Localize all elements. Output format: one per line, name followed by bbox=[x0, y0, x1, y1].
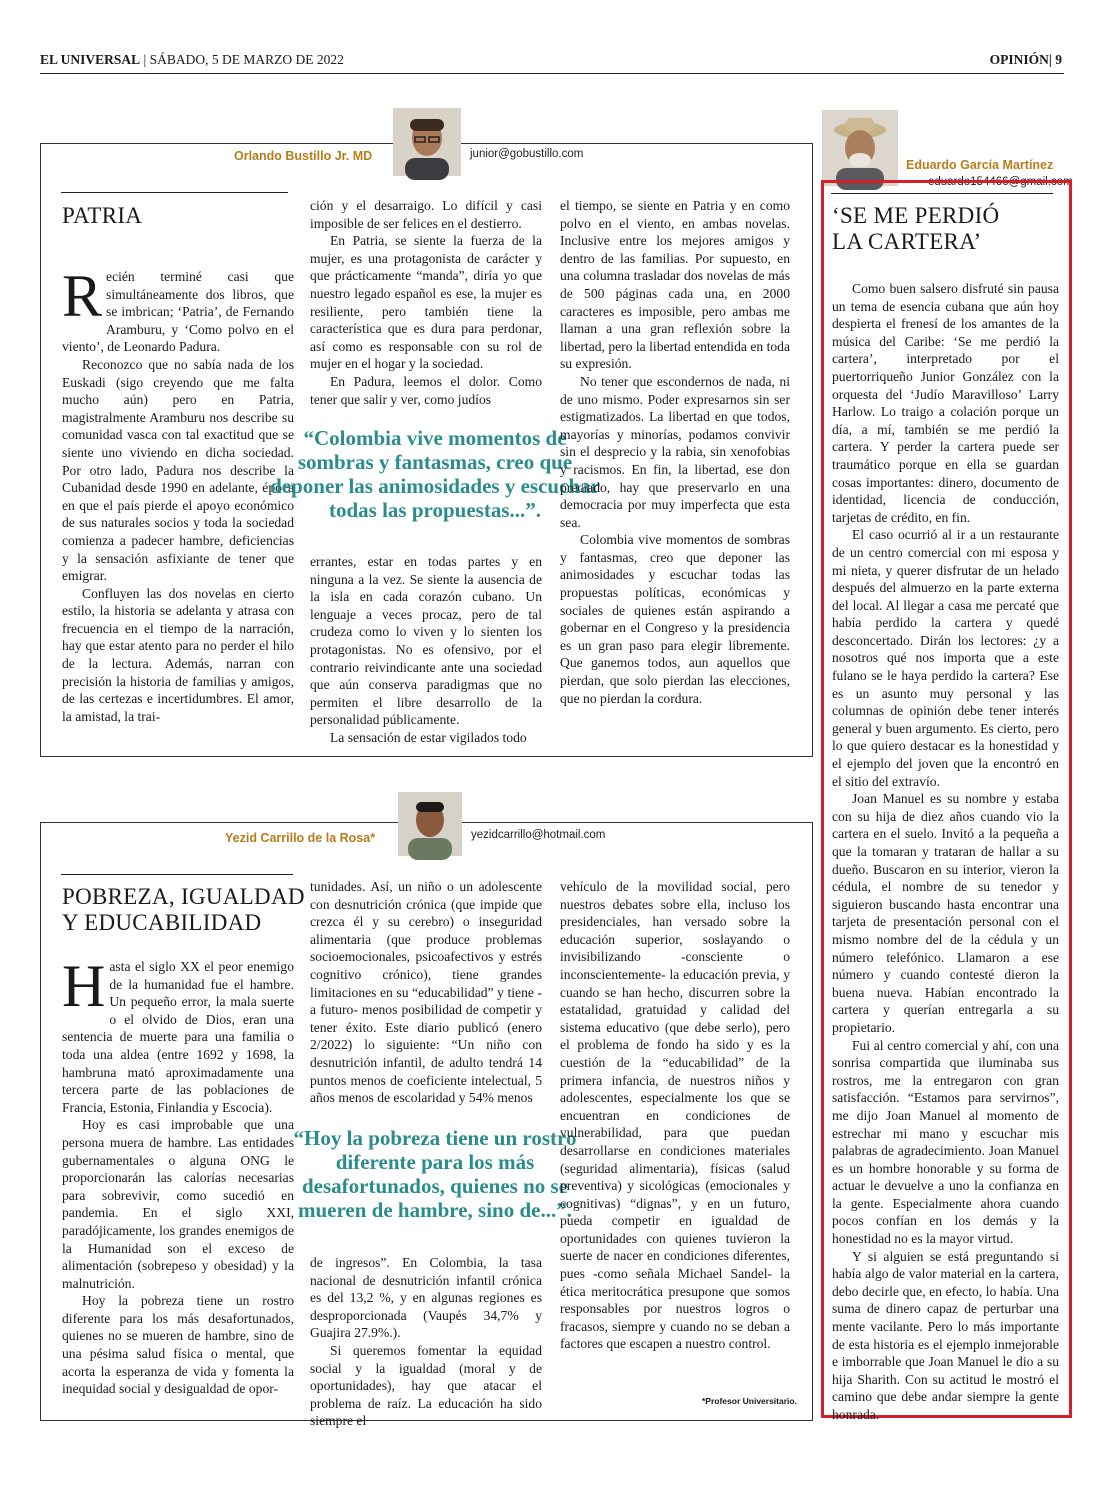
author-email: junior@gobustillo.com bbox=[470, 148, 584, 160]
article-body bbox=[832, 280, 1059, 1422]
paragraph: La sensación de estar vigilados todo bbox=[330, 729, 527, 745]
author-name: Yezid Carrillo de la Rosa* bbox=[225, 831, 376, 845]
article-title bbox=[832, 203, 999, 255]
author-photo-carrillo bbox=[398, 792, 462, 856]
section-name: OPINIÓN bbox=[989, 52, 1049, 67]
author-email: yezidcarrillo@hotmail.com bbox=[471, 829, 606, 841]
article-column-1 bbox=[62, 953, 294, 1410]
article-title bbox=[62, 884, 305, 936]
paragraph: Hasta el siglo XX el peor enemigo de la humanidad fue el hambre. Un pequeño error, la mala suerte o el olvido de Dios, eran una sentencia de muerte para una familia o toda una aldea (entre 1692 y 1698, la hambruna mató aproximadamente una tercera parte de las poblaciones de Francia, Estonia, Finlandia y Escocia). bbox=[62, 953, 294, 1115]
author-footnote: *Profesor Universitario. bbox=[702, 1396, 797, 1406]
paragraph: Reconozco que no sabía nada de los Euskadi (sigo creyendo que me falta mucho aún) pero en Patria, magistralmente Aramburu nos describe su comunidad vasca con tal exactitud que se siente uno viviendo en dicha sociedad. Por otro lado, Padura nos describe la Cubanidad desde 1990 en adelante, época en que el país pierde el apoyo económico de sus naturales socios y toda la sociedad comienza a padecer hambre, deficiencias y la sensación asfixiante de tener que emigrar. bbox=[62, 356, 294, 584]
article-column-2-bottom bbox=[310, 553, 542, 747]
paragraph: vehículo de la movilidad social, pero nuestros debates sobre ella, incluso los presidenciales, han versado sobre la educación superior, soslayando o invisibilizando -consciente o inconscientemente- la educación previa, y cuando se han hecho, discurren sobre la estatalidad, gratuidad y calidad del sistema educativo (que debe serlo), pero el problema de fondo ha sido y es la cuestión de la “educabilidad” de la primera infancia, de nuestros niños y adolescentes, especialmente los que se encuentran en condiciones de vulnerabilidad, para que puedan desarrollarse en condiciones materiales (seguridad alimentaria), físicas (salud preventiva) y sicológicas (emocionales y cognitivas) “dignas”, y en un futuro, pueda competir en igualdad de oportunidades con quienes tuvieron la suerte de nacer en condiciones diferentes, pues -como señala Michael Sandel- la ética meritocrática presupone que somos responsables por nuestros logros o fracasos, siempre y cuando no se deban a factores que escapen a nuestro control. bbox=[560, 879, 790, 1352]
title-line: Y EDUCABILIDAD bbox=[62, 910, 262, 935]
paragraph: Confluyen las dos novelas en cierto estilo, la historia se adelanta y atrasa con frecuencia en el tiempo de la narración, hay que estar atento para no perder el hilo de la lectura. Además, narran con precisión la historia de familias y amigos, de las certezas e incertidumbres. El amor, la amistad, la trai- bbox=[62, 585, 294, 724]
paragraph: Como buen salsero disfruté sin pausa un tema de esencia cubana que aún hoy despierta el frenesí de los amantes de la música del Caribe: ‘Se me perdió la cartera’, interpretado por el puertorriqueño Junior González con la orquesta del ‘Judío Maravilloso’ Larry Harlow. Lo traigo a colación porque un día, a mí, también se me perdió la cartera. Y perder la cartera puede ser traumático porque en ella se guardan cosas importantes: dinero, documento de identidad, licencia de conducción, tarjetas de crédito, en fin. bbox=[832, 281, 1059, 525]
paragraph: En Patria, se siente la fuerza de la mujer, es una protagonista de carácter y que prácticamente “manda”, diría yo que nuestro legado español es ese, la mujer es resiliente, pero también tiene la característica que es dura para perdonar, así como es responsable con su rol de mujer en el hogar y la sociedad. bbox=[310, 233, 542, 372]
paragraph: En Padura, leemos el dolor. Como tener que salir y ver, como judíos bbox=[310, 373, 542, 407]
paragraph: Colombia vive momentos de sombras y fantasmas, creo que deponer las animosidades y escuchar todas las propuestas políticas, económicas y sociales de quienes están aspirando a gobernar en el Congreso y la presidencia es un gran paso para elegir libremente. Que ganemos todos, aun aquellos que pierdan, que solo pierdan las elecciones, que no pierdan la cordura. bbox=[560, 532, 790, 706]
paragraph: El caso ocurrió al ir a un restaurante de un centro comercial con mi esposa y mi nieta, y querer disfrutar de un helado después del almuerzo en la parte externa del local. Al llegar a casa me percaté que había perdido la cartera y quedé desconcertado. Dirán los lectores: ¿y a nosotros qué nos importa que a este fulano se le haya perdido la cartera? Ese es un asunto muy personal y las columnas de opinión debe tener interés general y buen argumento. Es cierto, pero lo que quiero destacar es la honestidad y el ejemplo del joven que la encontró en el sitio del extravío. bbox=[832, 527, 1059, 789]
title-line: LA CARTERA’ bbox=[832, 229, 982, 254]
pull-quote: “Colombia vive momentos de sombras y fantasmas, creo que deponer las animosidades y escuchar todas las propuestas...”. bbox=[270, 426, 600, 522]
paragraph: el tiempo, se siente en Patria y en como polvo en el viento, en ambas novelas. Inclusive entre los mejores amigos y dentro de las familias. Por supuesto, en una columna trasladar dos novelas de más de 500 páginas cada una, en 2000 caracteres es imposible, pero ambas me llaman a una gran reflexión sobre la libertad, pero la libertad entendida en toda su expresión. bbox=[560, 198, 790, 372]
article-column-2-top bbox=[310, 197, 542, 429]
article-column-3 bbox=[560, 878, 790, 1392]
article-column-3 bbox=[560, 197, 790, 747]
paragraph: No tener que escondernos de nada, ni de uno mismo. Poder expresarnos sin ser estigmatizados. La libertad en que todos, mayorías y minorías, podamos convivir sin el desprecio y la rabia, sin xenofobias y racismos. En fin, la libertad, ese don preciado, hay que preservarlo en una democracia por muy imperfecta que esta sea. bbox=[560, 373, 790, 530]
paragraph: Hoy la pobreza tiene un rostro diferente para los más desafortunados, quienes no se mueren de hambre, sino de una pésima salud física o mental, que acorta la esperanza de vida y fomenta la inequidad social y desigualdad de opor- bbox=[62, 1293, 294, 1397]
paragraph: tunidades. Así, un niño o un adolescente con desnutrición crónica (que impide que crezca él y su cerebro) o inseguridad alimentaria (que produce problemas socioemocionales, psicoafectivos y estrés cognitivo crónico), tiene grandes limitaciones en su “educabilidad” y tiene -a futuro- menos posibilidad de competir y tener éxito. Este diario publicó (enero 2/2022) lo siguiente: “Un niño con desnutrición infantil, de adulto tendrá 14 puntos menos de coeficiente intelectual, 5 años menos de escolaridad y 54% menos bbox=[310, 879, 542, 1106]
section-label: OPINIÓN| 9 bbox=[989, 52, 1062, 67]
author-name: Orlando Bustillo Jr. MD bbox=[234, 149, 373, 163]
paragraph: Si queremos fomentar la equidad social y la igualdad (moral y de oportunidades), hay que atacar el problema de raíz. La educación ha sido siempre el bbox=[310, 1342, 542, 1429]
masthead: EL UNIVERSAL | SÁBADO, 5 DE MARZO DE 2022 bbox=[40, 52, 344, 67]
author-photo-bustillo bbox=[393, 108, 461, 176]
paragraph: Recién terminé casi que simultáneamente dos libros, que se imbrican; ‘Patria’, de Fernando Aramburu, y ‘Como polvo en el viento’, de Leonardo Padura. bbox=[62, 263, 294, 355]
paragraph: de ingresos”. En Colombia, la tasa nacional de desnutrición infantil crónica es del 13,2 %, y en algunas regiones es desproporcionada (Vaupés 34,7% y Guajira 27.9%.). bbox=[310, 1255, 542, 1341]
paragraph: Hoy es casi improbable que una persona muera de hambre. Las entidades gubernamentales o alguna ONG le proporcionarán las calorías necesarias para sobrevivir, como sucedió en pandemia. En el siglo XXI, paradójicamente, los grandes enemigos de la Humanidad son el exceso de alimentación (sobrepeso y obesidad) y la malnutrición. bbox=[62, 1117, 294, 1291]
article-column-2-bottom bbox=[310, 1254, 542, 1429]
paragraph: Joan Manuel es su nombre y estaba con su hija de diez años cuando vio la cartera en el suelo. Invitó a la pequeña a que la tomaran y trataran de hallar a su dueño. Buscaron en su interior, vieron la cédula, el nombre de su tenedor y siguieron buscando hasta encontrar una tarjeta de presentación personal con el mismo nombre del de la cédula y un número telefónico. Llamaron a ese número y cuando contesté dieron la buena nueva. Habían encontrado la cartera y querían entregarla a su propietario. bbox=[832, 791, 1059, 1035]
pull-quote: “Hoy la pobreza tiene un rostro diferente para los más desafortunados, quienes no se mueren de hambre, sino de...”. bbox=[293, 1126, 577, 1222]
title-line: ‘SE ME PERDIÓ bbox=[832, 203, 1000, 228]
page-number: 9 bbox=[1055, 52, 1062, 67]
article-title: PATRIA bbox=[62, 203, 143, 228]
title-rule bbox=[831, 193, 1053, 194]
edition-date: SÁBADO, 5 DE MARZO DE 2022 bbox=[149, 52, 344, 67]
article-column-2-top bbox=[310, 878, 542, 1110]
author-name: Eduardo García Martínez bbox=[906, 158, 1054, 172]
title-line: POBREZA, IGUALDAD bbox=[62, 884, 305, 909]
paragraph: ción y el desarraigo. Lo difícil y casi imposible de ser felices en el destierro. bbox=[310, 198, 542, 231]
title-rule bbox=[61, 192, 288, 193]
paragraph: errantes, estar en todas partes y en ninguna a la vez. Se siente la ausencia de la isla en cada corazón cubano. Un lenguaje a veces procaz, pero de tal crudeza como lo viven y lo sienten los protagonistas. No es ofensivo, por el contrario reivindicante ante una sociedad que aún conserva paradigmas que no permiten el libre desarrollo de la personalidad públicamente. bbox=[310, 554, 542, 728]
author-photo-garcia bbox=[822, 110, 898, 186]
paper-name: EL UNIVERSAL bbox=[40, 52, 141, 67]
title-rule bbox=[61, 874, 293, 875]
header-divider bbox=[40, 73, 1064, 74]
article-column-1 bbox=[62, 263, 294, 746]
paragraph: Fui al centro comercial y ahí, con una sonrisa compartida que iluminaba sus rostros, me la entregaron con gran satisfacción. “Estamos para servirnos”, me dijo Joan Manuel al momento de estrechar mi mano y escuchar mis palabras de agradecimiento. Joan Manuel es un hombre honorable y su forma de actuar le devuelve a uno la confianza en la gente. Especialmente ahora cuando pocos confían en los demás y la honestidad no es la mayor virtud. bbox=[832, 1037, 1059, 1247]
author-email: eduardo154466@gmail.com bbox=[928, 176, 1073, 188]
paragraph: Y si alguien se está preguntando si había algo de valor material en la cartera, debo decirle que, en efecto, lo había. Una suma de dinero capaz de perturbar una mente vacilante. Pero lo más importante de esta historia es el ejemplo inmejorable e imborrable que Joan Manuel le dio a su hija Sharith. Con su actitud le mostró el camino que debe andar siempre la gente honrada. bbox=[832, 1248, 1059, 1422]
